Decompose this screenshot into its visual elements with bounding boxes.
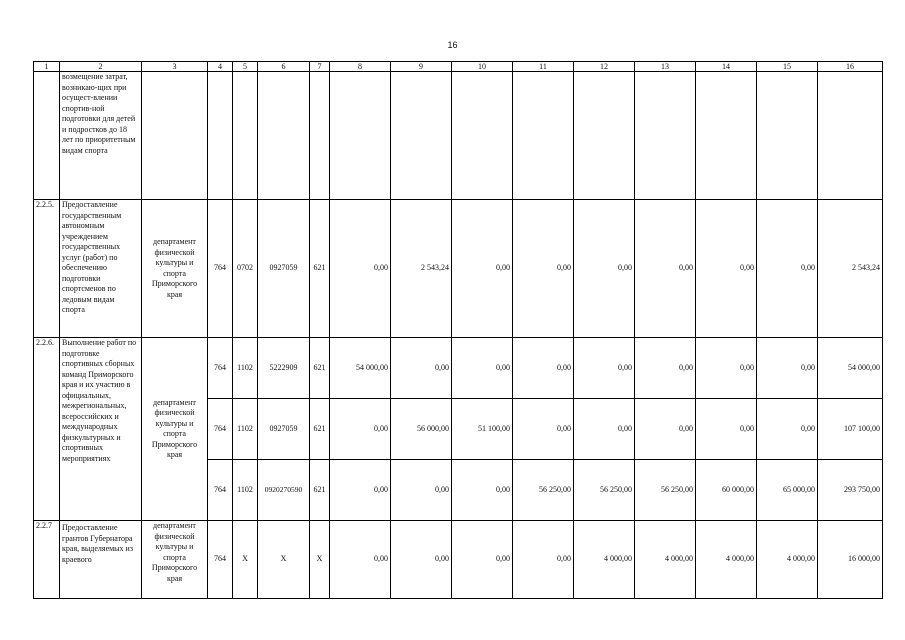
code-cell: X [310,521,330,599]
amount-cell: 0,00 [513,521,574,599]
total-cell: 107 100,00 [818,399,883,460]
col-header: 5 [233,62,258,72]
dept-cell [142,72,208,200]
table-row [34,200,883,338]
code-cell: 0702 [233,200,258,338]
budget-table [33,61,883,599]
table-cell [574,72,635,200]
row-name-cell: Предоставление государственным автономным учреждением государственных услуг (работ) по обеспечению подготовки спортсменов по ледовым видам спорта [60,200,142,338]
col-header: 1 [34,62,60,72]
col-header: 11 [513,62,574,72]
amount-cell: 4 000,00 [696,521,757,599]
col-header: 9 [391,62,452,72]
col-header: 12 [574,62,635,72]
amount-cell: 0,00 [330,399,391,460]
amount-cell: 2 543,24 [391,200,452,338]
amount-cell: 0,00 [635,338,696,399]
row-name-cell: возмещение затрат, возникаю-щих при осущест-влении спортив-ной подготовки для детей и подростков до 18 лет по приоритетным видам спорта [60,72,142,200]
amount-cell: 0,00 [696,338,757,399]
amount-cell: 0,00 [330,460,391,521]
code-cell: 0927059 [258,200,310,338]
col-header: 13 [635,62,696,72]
col-header: 7 [310,62,330,72]
amount-cell: 0,00 [513,399,574,460]
amount-cell: 0,00 [635,399,696,460]
header-row [34,62,883,72]
table-cell [635,72,696,200]
amount-cell: 0,00 [635,200,696,338]
table-cell [513,72,574,200]
code-cell: 5222909 [258,338,310,399]
page-number: 16 [447,40,458,50]
dept-cell: департамент физической культуры и спорта Приморского края [142,338,208,521]
code-cell: X [233,521,258,599]
table-cell [818,72,883,200]
amount-cell: 0,00 [757,338,818,399]
dept-cell: департамент физической культуры и спорта Приморского края [142,200,208,338]
table-row [34,521,883,599]
row-number-cell [34,72,60,200]
amount-cell: 56 250,00 [513,460,574,521]
table-cell [452,72,513,200]
amount-cell: 56 000,00 [391,399,452,460]
col-header: 15 [757,62,818,72]
code-cell: 764 [208,338,233,399]
table-cell [208,72,233,200]
table-cell [757,72,818,200]
row-name-cell: Выполнение работ по подготовке спортивных сборных команд Приморского края и их участию в официальных, межрегиональных, всероссийских и международных физкультурных и спортивных мероприятиях [60,338,142,521]
col-header: 14 [696,62,757,72]
code-cell: 1102 [233,399,258,460]
table-cell [696,72,757,200]
table-cell [391,72,452,200]
amount-cell: 0,00 [574,399,635,460]
amount-cell: 0,00 [330,200,391,338]
table-row [34,338,883,399]
row-number-cell: 2.2.5. [34,200,60,338]
code-cell: 0920270590 [258,460,310,521]
amount-cell: 4 000,00 [635,521,696,599]
amount-cell: 60 000,00 [696,460,757,521]
amount-cell: 4 000,00 [574,521,635,599]
total-cell: 16 000,00 [818,521,883,599]
col-header: 3 [142,62,208,72]
table-cell [258,72,310,200]
code-cell: 621 [310,338,330,399]
amount-cell: 0,00 [452,460,513,521]
code-cell: 621 [310,460,330,521]
amount-cell: 0,00 [757,200,818,338]
amount-cell: 0,00 [513,200,574,338]
amount-cell: 0,00 [391,460,452,521]
amount-cell: 0,00 [330,521,391,599]
dept-cell: департамент физической культуры и спорта Приморского края [142,521,208,599]
code-cell: X [258,521,310,599]
row-name-cell: Предоставление грантов Губернатора края, выделяемых из краевого [60,521,142,599]
amount-cell: 0,00 [391,338,452,399]
amount-cell: 0,00 [757,399,818,460]
code-cell: 621 [310,399,330,460]
total-cell: 2 543,24 [818,200,883,338]
col-header: 16 [818,62,883,72]
col-header: 6 [258,62,310,72]
amount-cell: 56 250,00 [574,460,635,521]
amount-cell: 51 100,00 [452,399,513,460]
col-header: 4 [208,62,233,72]
amount-cell: 0,00 [452,338,513,399]
col-header: 2 [60,62,142,72]
total-cell: 54 000,00 [818,338,883,399]
total-cell: 293 750,00 [818,460,883,521]
amount-cell: 0,00 [574,200,635,338]
table-cell [310,72,330,200]
col-header: 8 [330,62,391,72]
code-cell: 764 [208,399,233,460]
amount-cell: 0,00 [574,338,635,399]
row-number-cell: 2.2.7 [34,521,60,599]
code-cell: 764 [208,200,233,338]
table-row [34,72,883,200]
col-header: 10 [452,62,513,72]
code-cell: 764 [208,521,233,599]
code-cell: 1102 [233,460,258,521]
amount-cell: 0,00 [391,521,452,599]
amount-cell: 0,00 [696,200,757,338]
amount-cell: 4 000,00 [757,521,818,599]
row-number-cell: 2.2.6. [34,338,60,521]
table-cell [330,72,391,200]
code-cell: 764 [208,460,233,521]
amount-cell: 0,00 [452,521,513,599]
amount-cell: 0,00 [696,399,757,460]
code-cell: 0927059 [258,399,310,460]
amount-cell: 65 000,00 [757,460,818,521]
amount-cell: 0,00 [452,200,513,338]
amount-cell: 56 250,00 [635,460,696,521]
code-cell: 1102 [233,338,258,399]
amount-cell: 54 000,00 [330,338,391,399]
table-cell [233,72,258,200]
amount-cell: 0,00 [513,338,574,399]
code-cell: 621 [310,200,330,338]
